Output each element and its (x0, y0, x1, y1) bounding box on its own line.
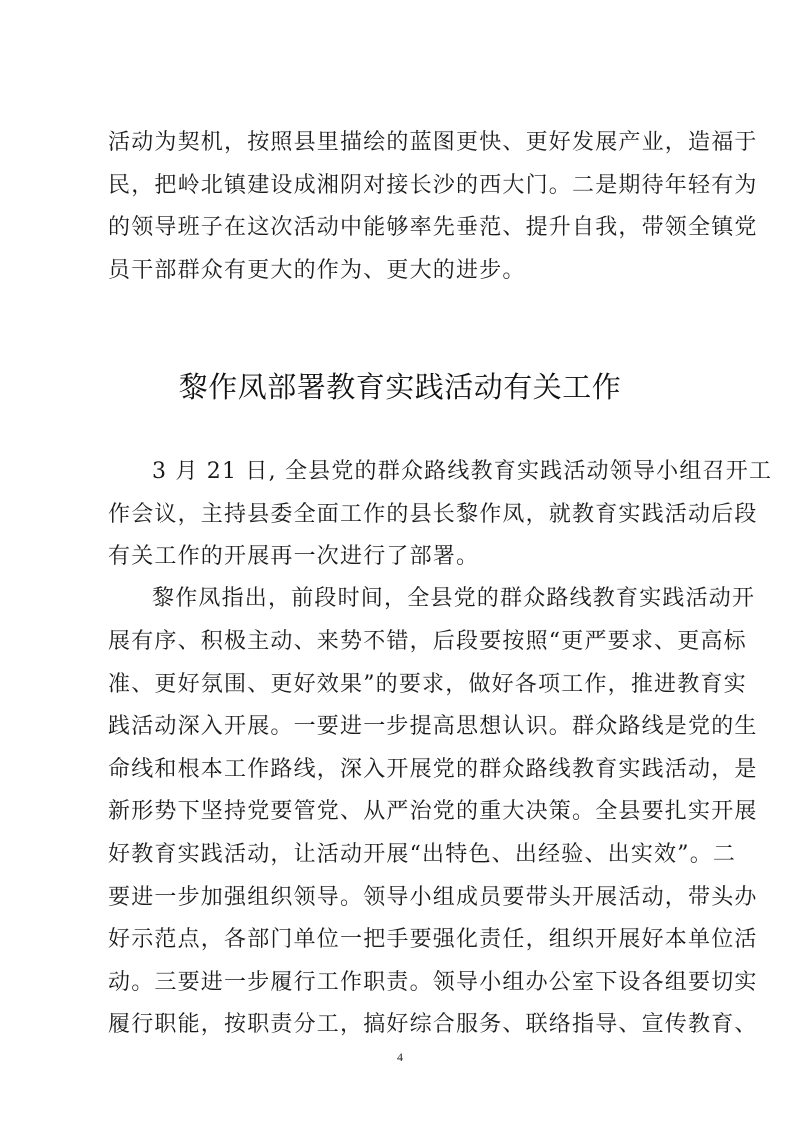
text-line: 好教育实践活动，让活动开展“出特色、出经验、出实效”。二 (108, 842, 737, 867)
article-title: 黎作凤部署教育实践活动有关工作 (178, 370, 622, 404)
page-number: 4 (397, 1050, 403, 1064)
text-line: 员干部群众有更大的作为、更大的进步。 (108, 258, 526, 283)
text-line: 的领导班子在这次活动中能够率先垂范、提升自我，带领全镇党 (108, 215, 758, 240)
text-line: 准、更好氛围、更好效果”的要求，做好各项工作，推进教育实 (108, 672, 747, 697)
text-line: 要进一步加强组织领导。领导小组成员要带头开展活动，带头办 (108, 885, 758, 910)
text-line: 命线和根本工作路线，深入开展党的群众路线教育实践活动，是 (108, 757, 758, 782)
text-line: 履行职能，按职责分工，搞好综合服务、联络指导、宣传教育、 (108, 1012, 758, 1037)
text-line: 有关工作的开展再一次进行了部署。 (108, 544, 480, 569)
text-line: 3 月 21 日, 全县党的群众路线教育实践活动领导小组召开工 (152, 459, 773, 484)
text-line: 践活动深入开展。一要进一步提高思想认识。群众路线是党的生 (108, 714, 758, 739)
text-line: 活动为契机，按照县里描绘的蓝图更快、更好发展产业，造福于 (108, 130, 758, 155)
text-line: 动。三要进一步履行工作职责。领导小组办公室下设各组要切实 (108, 970, 758, 995)
text-line: 黎作凤指出，前段时间，全县党的群众路线教育实践活动开 (152, 586, 756, 611)
text-line: 新形势下坚持党要管党、从严治党的重大决策。全县要扎实开展 (108, 799, 758, 824)
text-line: 作会议，主持县委全面工作的县长黎作凤，就教育实践活动后段 (108, 502, 758, 527)
text-line: 民，把岭北镇建设成湘阴对接长沙的西大门。二是期待年轻有为 (108, 173, 758, 198)
text-line: 展有序、积极主动、来势不错，后段要按照“更严要求、更高标 (108, 629, 747, 654)
text-line: 好示范点，各部门单位一把手要强化责任，组织开展好本单位活 (108, 927, 758, 952)
